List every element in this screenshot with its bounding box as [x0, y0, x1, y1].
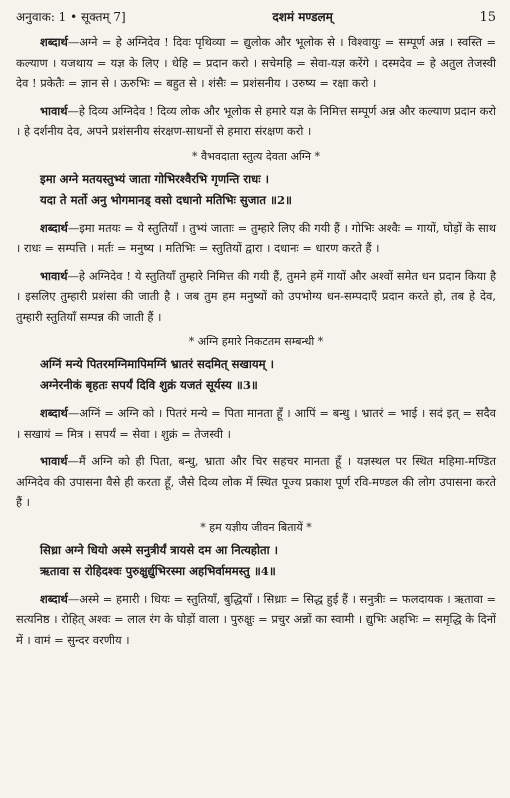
term-label: भावार्थ — [40, 103, 68, 118]
running-header — [16, 8, 496, 26]
shabdarth-block-2 — [16, 218, 496, 259]
term-label: भावार्थ — [40, 454, 68, 468]
term-label: शब्दार्थ — [40, 406, 68, 420]
mantra-2 — [40, 169, 496, 211]
term-label: शब्दार्थ — [40, 35, 68, 49]
bhavarth-block-1 — [16, 101, 496, 142]
verse-line: ऋतावा स रोहिदश्वः पुरुक्षुर्द्युभिरस्मा अहभिर्वाममस्तु ॥4॥ — [40, 563, 276, 578]
verse-line: यदा ते मर्तो अनु भोगमानड् वसो दधानो मतिभिः सुजात ॥2॥ — [40, 192, 292, 207]
mantra-4 — [40, 540, 496, 582]
term-label: भावार्थ — [40, 268, 68, 283]
verse-line: अग्नेरनीकं बृहतः सपर्यं दिवि शुक्रं यजतं सूर्यस्य ॥3॥ — [40, 378, 258, 392]
shabdarth-block-4 — [16, 589, 496, 651]
block-text: —अग्ने = हे अग्निदेव ! दिवः पृथिव्या = द्युलोक और भूलोक से । विश्वायुः = सम्पूर्ण अन्न । स्वस्ति = कल्याण । यजथाय = यज्ञ के लिए । धेहि = प्रदान करो । सचेमहि = सेवा-यज्ञ करेंगे । दस्मदेव = हे अतुल तेजस्वी देव ! प्रकेतैः = ज्ञान से । ऊरुभिः = बहुत से । शंसैः = प्रशंसनीय । उरुष्य = रक्षा करो । — [16, 35, 496, 90]
page-number: 15 — [479, 10, 496, 25]
term-label: शब्दार्थ — [40, 591, 68, 606]
bhavarth-block-2 — [16, 266, 496, 328]
section-heading: * हम यज्ञीय जीवन बितायें * — [200, 520, 312, 534]
term-label: शब्दार्थ — [40, 220, 68, 235]
header-center: दशमं मण्डलम् — [272, 10, 333, 24]
section-heading: * वैभवदाता स्तुत्य देवता अग्नि * — [192, 149, 320, 163]
block-text: —हे दिव्य अग्निदेव ! दिव्य लोक और भूलोक से हमारे यज्ञ के निमित्त सम्पूर्ण अन्न और कल्याण प्रदान करो । हे दर्शनीय देव, अपने प्रशंसनीय संरक्षण-साधनों से हमारा संरक्षण करो । — [16, 103, 496, 138]
block-text: —हे अग्निदेव ! ये स्तुतियाँ तुम्हारे निमित्त की गयी हैं, तुमने हमें गायों और अश्वों समेत धन प्रदान किया है । इसलिए तुम्हारी प्रशंसा की जाती है । जब तुम हम मनुष्यों को उपभोग्य धन-सम्पदाएँ प्रदान करते हो, तब हे देव, तुम्हारी स्तुतियाँ सम्पन्न की जाती हैं । — [16, 268, 496, 324]
verse-line: सिध्रा अग्ने धियो अस्मे सनुत्रीर्यं त्रायसे दम आ नित्यहोता । — [40, 542, 279, 557]
block-text: —अस्मे = हमारी । धियः = स्तुतियाँ, बुद्धियाँ । सिध्राः = सिद्ध हुई हैं । सनुत्रीः = फलदायक । ऋतावा = सत्यनिष्ठ । रोहित् अश्वः = लाल रंग के घोड़ों वाला । पुरुक्षुः = प्रचुर अन्नों का स्वामी । द्युभिः अहभिः = समृद्धि के दिनों में । वामं = सुन्दर वरणीय । — [16, 591, 496, 647]
bhavarth-block-3 — [16, 451, 496, 513]
header-left: अनुवाक: 1 • सूक्तम् 7] — [16, 10, 126, 24]
verse-line: इमा अग्ने मतयस्तुभ्यं जाता गोभिरश्वैरभि गृणन्ति राधः । — [40, 171, 269, 186]
verse-line: अग्निं मन्ये पितरमग्निमापिमग्निं भ्रातरं सदमित् सखायम् । — [40, 357, 274, 371]
shabdarth-block-1 — [16, 32, 496, 94]
block-text: —इमा मतयः = ये स्तुतियाँ । तुभ्यं जाताः = तुम्हारे लिए की गयी हैं । गोभिः अश्वैः = गायों, घोड़ों के साथ । राधः = सम्पत्ति । मर्तः = मनुष्य । मतिभिः = स्तुतियों द्वारा । दधानः = धारण करते हैं । — [16, 220, 496, 255]
section-heading: * अग्नि हमारे निकटतम सम्बन्धी * — [188, 335, 324, 348]
block-text: —मैं अग्नि को ही पिता, बन्धु, भ्राता और चिर सहचर मानता हूँ । यज्ञस्थल पर स्थित महिमा-मण्डित अग्निदेव की उपासना वैसे ही करता हूँ, जैसे दिव्य लोक में स्थित पूज्य प्रकाश पूर्ण रवि-मण्डल की लोग उपासना करते हैं । — [16, 454, 496, 509]
block-text: —अग्निं = अग्नि को । पितरं मन्ये = पिता मानता हूँ । आपिं = बन्धु । भ्रातरं = भाई । सदं इत् = सदैव । सखायं = मित्र । सपर्यं = सेवा । शुक्रं = तेजस्वी । — [16, 406, 496, 441]
mantra-3 — [40, 354, 496, 396]
shabdarth-block-3 — [16, 403, 496, 444]
